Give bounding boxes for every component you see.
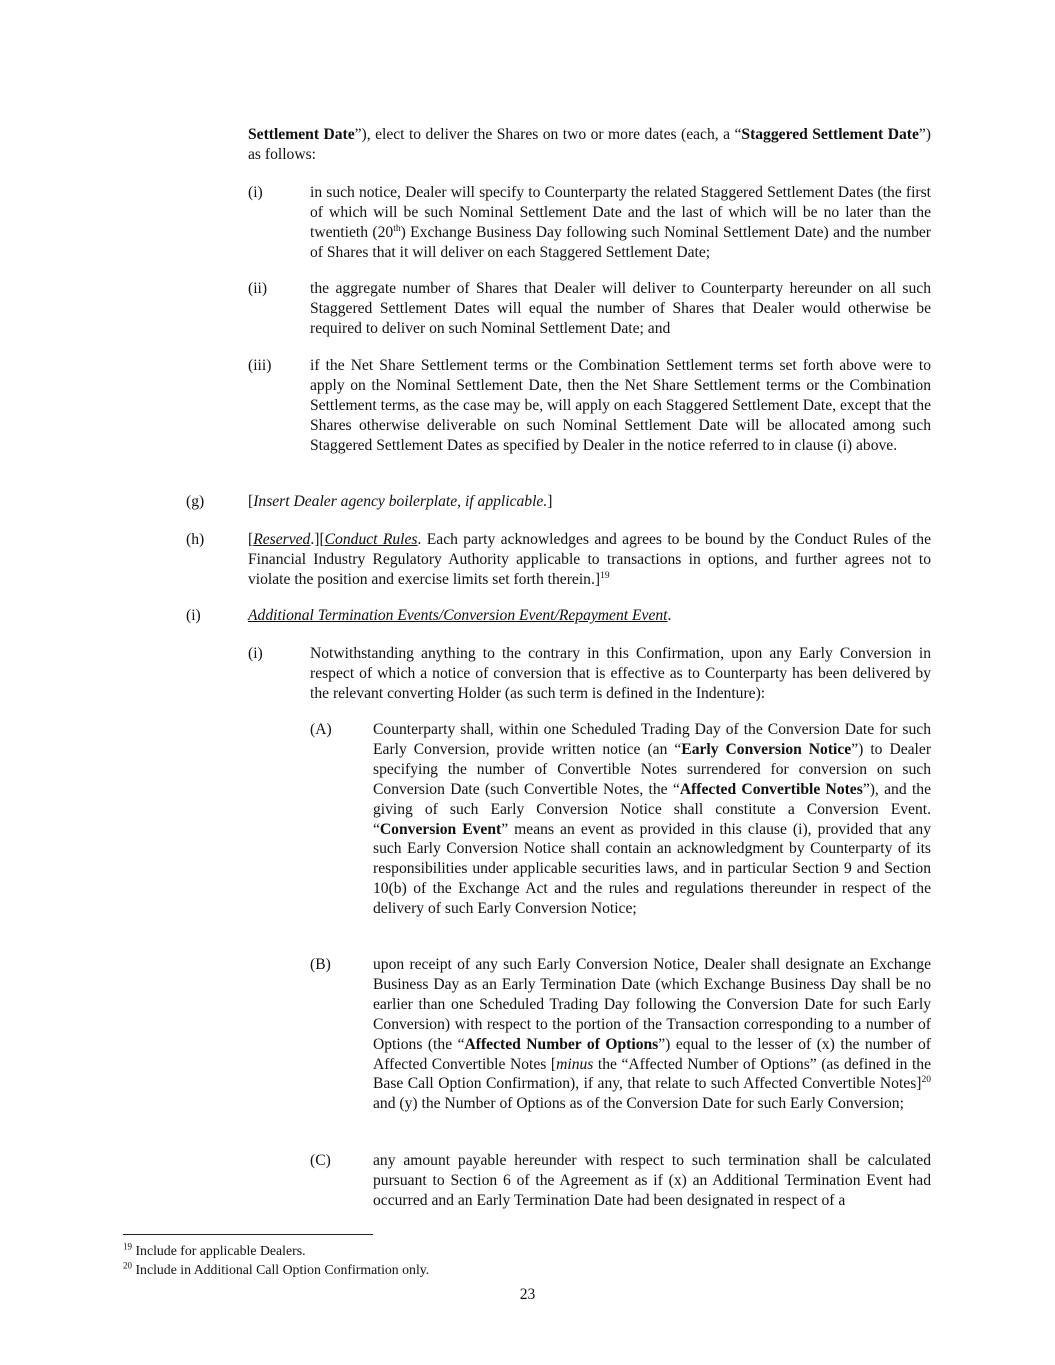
clause-label: (B) [310, 956, 331, 973]
clause-label: (A) [310, 721, 332, 738]
stagger-clause-i: in such notice, Dealer will specify to Counterparty the related Staggered Settlement Dates (the first of which will be such Nominal Settlement Date and the last of which will be no later than the twentieth (20th) Exchange Business Day following such Nominal Settlement Date) and the number of Shares that it will deliver on each Staggered Settlement Date; [310, 184, 931, 261]
section-label-h: (h) [186, 531, 205, 548]
clause-label: (ii) [248, 280, 268, 297]
clause-C-text: any amount payable hereunder with respect to such termination shall be calculated pursuant to Section 6 of the Agreement as if (x) an Additional Termination Event had occurred and an Early Termination Date had been designated in respect of a [373, 1152, 931, 1209]
footnote-separator [123, 1234, 373, 1235]
lead-paragraph [248, 125, 931, 165]
section-h-text: [Reserved.][Conduct Rules. Each party acknowledges and agrees to be bound by the Conduct Rules of the Financial Industry Regulatory Authority applicable to transactions in options, and further agrees not to violate the position and exercise limits set forth therein.]$^{19}$ [248, 531, 931, 588]
footnote-20: $^{20}$ Include in Additional Call Option Confirmation only. [123, 1260, 430, 1277]
stagger-clause-ii: the aggregate number of Shares that Dealer will deliver to Counterparty hereunder on all such Staggered Settlement Dates will equal the number of Shares that Dealer would otherwise be required to deliver on such Nominal Settlement Date; and [310, 280, 931, 337]
lead-text-end: ”) as follows: [248, 126, 931, 163]
section-label-i: (i) [186, 607, 201, 624]
footnote-ref-19: 19 [600, 570, 610, 581]
footnote-19: $^{19}$ Include for applicable Dealers. [123, 1241, 306, 1258]
early-conversion-paragraph: Notwithstanding anything to the contrary in this Confirmation, upon any Early Conversion in respect of which a notice of conversion that is effective as to Counterparty has been delivered by the relevant converting Holder (as such term is defined in the Indenture): [310, 645, 931, 702]
clause-label: (C) [310, 1152, 331, 1169]
stagger-clause-iii: if the Net Share Settlement terms or the Combination Settlement terms set forth above were to apply on the Nominal Settlement Date, then the Net Share Settlement terms or the Combination Settlement terms, as the case may be, will apply on each Staggered Settlement Date, except that the Shares otherwise deliverable on such Nominal Settlement Date will be allocated among such Staggered Settlement Dates as specified by Dealer in the notice referred to in clause (i) above. [310, 357, 931, 454]
section-g-text: [Insert Dealer agency boilerplate, if applicable.] [248, 493, 553, 510]
term-settlement-date: Settlement Date [248, 126, 355, 143]
term-staggered-settlement-date: Staggered Settlement Date [741, 126, 919, 143]
clause-B-text: upon receipt of any such Early Conversion Notice, Dealer shall designate an Exchange Business Day as an Early Termination Date (which Exchange Business Day shall be no earlier than one Scheduled Trading Day following the Conversion Date for such Early Conversion) with respect to the portion of the Transaction corresponding to a number of Options (the “Affected Number of Options”) equal to the lesser of (x) the number of Affected Convertible Notes [minus the “Affected Number of Options” (as defined in the Base Call Option Confirmation), if any, that relate to such Affected Convertible Notes]$^{20}$ and (y) the Number of Options as of the Conversion Date for such Early Conversion; [373, 956, 931, 1113]
section-label-g: (g) [186, 493, 205, 510]
clause-label: (i) [248, 184, 263, 201]
footnote-ref-20: 20 [921, 1075, 931, 1086]
section-i-heading: Additional Termination Events/Conversion Event/Repayment Event. [248, 607, 672, 624]
page-number: 23 [519, 1286, 536, 1303]
clause-A-text: Counterparty shall, within one Scheduled Trading Day of the Conversion Date for such Early Conversion, provide written notice (an “Early Conversion Notice”) to Dealer specifying the number of Convertible Notes surrendered for conversion on such Conversion Date (such Convertible Notes, the “Affected Convertible Notes”), and the giving of such Early Conversion Notice shall constitute a Conversion Event. “Conversion Event” means an event as provided in this clause (i), provided that any such Early Conversion Notice shall contain an acknowledgment by Counterparty of its responsibilities under applicable securities laws, and in particular Section 9 and Section 10(b) of the Exchange Act and the rules and regulations thereunder in respect of the delivery of such Early Conversion Notice; [373, 721, 932, 918]
clause-label: (i) [248, 645, 263, 662]
clause-label: (iii) [248, 357, 272, 374]
lead-text: ”), elect to deliver the Shares on two or more dates (each, a “ [354, 126, 742, 143]
